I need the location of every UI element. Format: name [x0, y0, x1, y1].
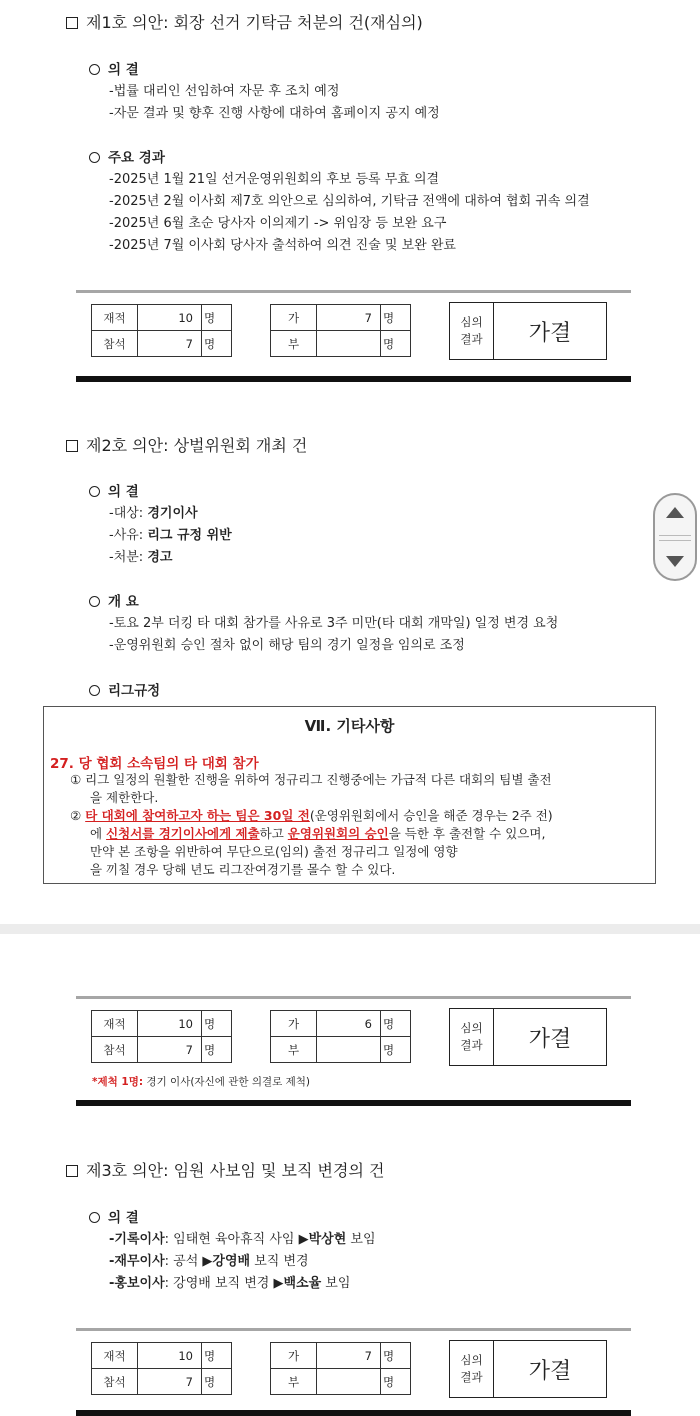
agenda-1-results-item: -2025년 7월 이사회 당사자 출석하여 의견 진술 및 보완 완료 — [109, 238, 456, 253]
attendance-table: 재적 10 명 참석 7 명 — [91, 304, 232, 357]
rule-paragraph-1: ① 리그 일정의 원활한 진행을 위하여 정규리그 진행중에는 가급적 다른 대회의 팀별 출전 — [70, 772, 552, 787]
agenda-1-results-item: -2025년 1월 21일 선거운영위원회의 후보 등록 무효 의결 — [109, 172, 440, 187]
deliberation-result-box: 심의 결과 가결 — [449, 1008, 607, 1066]
deliberation-result-box: 심의 결과 가결 — [449, 302, 607, 360]
agenda-3-item: -재무이사: 공석 ▶강영배 보직 변경 — [109, 1254, 309, 1269]
agenda-2-resolution-heading: 의 결 — [89, 480, 139, 500]
agenda-3-resolution-heading: 의 결 — [89, 1206, 139, 1226]
circle-bullet-icon — [89, 64, 100, 75]
agenda-2-summary-heading: 개 요 — [89, 590, 139, 610]
document-page-2 — [9, 934, 691, 1416]
circle-bullet-icon — [89, 685, 100, 696]
divider-line — [76, 996, 631, 999]
agenda-1-title: 제1호 의안: 회장 선거 기탁금 처분의 건(재심의) — [66, 10, 423, 33]
checkbox-square-icon — [66, 440, 78, 452]
scroll-grip — [659, 535, 691, 541]
result-value: 가결 — [528, 320, 572, 346]
rule-paragraph-2: ② 타 대회에 참여하고자 하는 팀은 30일 전(운영위원회에서 승인을 해준 경우는 2주 전) — [70, 808, 553, 823]
attendance-table: 재적 10 명 참석 7 명 — [91, 1010, 232, 1063]
agenda-1-results-item: -2025년 6월 초순 당사자 이의제기 -> 위임장 등 보완 요구 — [109, 216, 447, 231]
agenda-1-resolution-heading: 의 결 — [89, 58, 139, 78]
rule-article-title: 27. 당 협회 소속팀의 타 대회 참가 — [50, 756, 259, 772]
divider-line-thick — [76, 1100, 631, 1106]
agenda-3-item: -기록이사: 임태현 육아휴직 사임 ▶박상현 보임 — [109, 1232, 376, 1247]
document-page-1 — [9, 0, 691, 924]
deliberation-result-box: 심의 결과 가결 — [449, 1340, 607, 1398]
agenda-3-item: -홍보이사: 강영배 보직 변경 ▶백소율 보임 — [109, 1276, 351, 1291]
rule-section-heading: Ⅶ. 기타사항 — [304, 717, 395, 735]
agenda-1-resolution-item: -자문 결과 및 향후 진행 사항에 대하여 홈페이지 공지 예정 — [109, 106, 440, 121]
agenda-3-title: 제3호 의안: 임원 사보임 및 보직 변경의 건 — [66, 1158, 384, 1181]
checkbox-square-icon — [66, 1165, 78, 1177]
agenda-2-summary-item: -토요 2부 더킹 타 대회 참가를 사유로 3주 미만(타 대회 개막일) 일정 변경 요청 — [109, 616, 559, 631]
circle-bullet-icon — [89, 596, 100, 607]
attendance-table: 재적 10 명 참석 7 명 — [91, 1342, 232, 1395]
vote-table: 가 6 명 부 명 — [270, 1010, 411, 1063]
vote-table: 가 7 명 부 명 — [270, 1342, 411, 1395]
agenda-2-summary-item: -운영위원회 승인 절차 없이 해당 팀의 경기 일정을 임의로 조정 — [109, 638, 465, 653]
vote-table: 가 7 명 부 명 — [270, 304, 411, 357]
checkbox-square-icon — [66, 17, 78, 29]
divider-line-thick — [76, 1410, 631, 1416]
chevron-down-icon[interactable] — [666, 556, 684, 567]
agenda-1-results-heading: 주요 경과 — [89, 146, 165, 166]
rule-paragraph-1-cont: 을 제한한다. — [90, 790, 159, 805]
chevron-up-icon[interactable] — [666, 507, 684, 518]
agenda-2-reason: -사유: 리그 규정 위반 — [109, 528, 232, 543]
rule-paragraph-2-cont: 만약 본 조항을 위반하여 무단으로(임의) 출전 정규리그 일정에 영향 — [90, 844, 458, 859]
agenda-2-rules-heading: 리그규정 — [89, 679, 160, 699]
rule-paragraph-2-cont: 을 끼칠 경우 당해 년도 리그잔여경기를 몰수 할 수 있다. — [90, 862, 396, 877]
agenda-1-resolution-item: -법률 대리인 선임하여 자문 후 조치 예정 — [109, 84, 340, 99]
circle-bullet-icon — [89, 152, 100, 163]
league-rule-excerpt — [43, 706, 656, 884]
agenda-2-target: -대상: 경기이사 — [109, 506, 198, 521]
circle-bullet-icon — [89, 1212, 100, 1223]
divider-line-thick — [76, 376, 631, 382]
agenda-2-penalty: -처분: 경고 — [109, 550, 173, 565]
divider-line — [76, 290, 631, 293]
scroll-control[interactable] — [653, 493, 697, 581]
agenda-1-results-item: -2025년 2월 이사회 제7호 의안으로 심의하여, 기탁금 전액에 대하여 협회 귀속 의결 — [109, 194, 590, 209]
result-value: 가결 — [528, 1026, 572, 1052]
page-gap — [0, 924, 700, 934]
rule-paragraph-2-cont: 에 신청서를 경기이사에게 제출하고 운영위원회의 승인을 득한 후 출전할 수 있으며, — [90, 826, 546, 841]
circle-bullet-icon — [89, 486, 100, 497]
result-value: 가결 — [528, 1358, 572, 1384]
divider-line — [76, 1328, 631, 1331]
agenda-2-title: 제2호 의안: 상벌위원회 개최 건 — [66, 433, 307, 456]
recusal-note: *제척 1명: 경기 이사(자신에 관한 의결로 제척) — [92, 1076, 310, 1088]
